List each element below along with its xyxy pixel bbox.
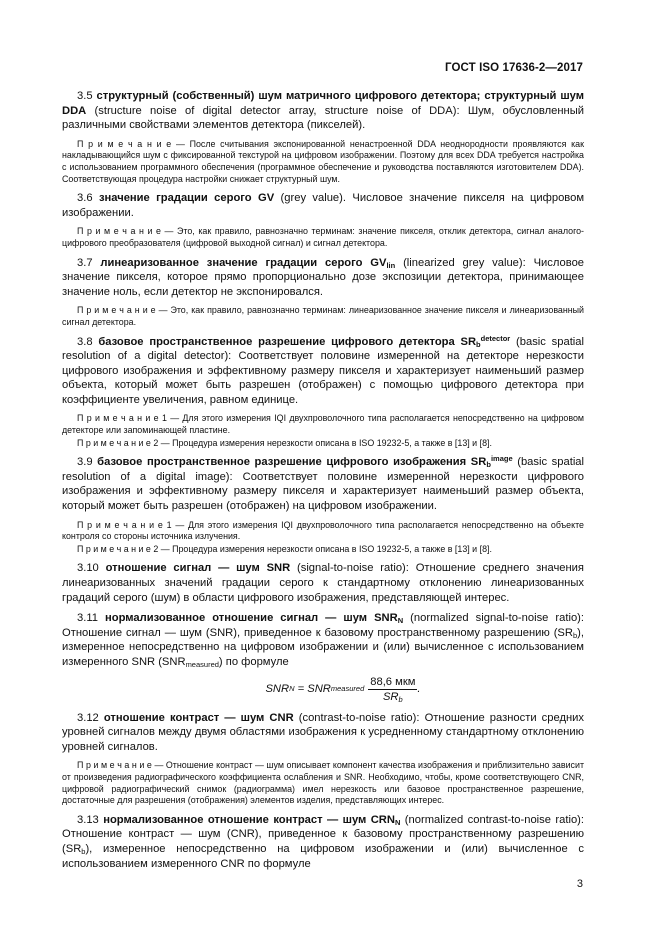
term-subscript: N — [397, 616, 404, 626]
denominator-text: SR — [382, 690, 399, 703]
definition-subscript: b — [572, 630, 578, 640]
note-label: П р и м е ч а н и е 1 — [77, 519, 172, 530]
term-superscript: image — [490, 454, 513, 464]
note-text: — Для этого измерения IQI двухпроволочного типа располагается непосредственно на объекте контроля со стороны источника излучения. — [62, 519, 584, 542]
term-3-11 — [62, 611, 584, 669]
page-content — [62, 89, 584, 877]
term-title: нормализованное отношение сигнал — шум SNR — [104, 612, 398, 625]
note-text: — Процедура измерения нерезкости описана в ISO 19232-5, а также в [13] и [8]. — [160, 543, 492, 554]
term-subscript: b — [476, 339, 481, 349]
term-title: линеаризованное значение градации серого GV — [100, 256, 387, 269]
note-text: — Это, как правило, равнозначно терминам: значение пикселя, отклик детектора, сигнал аналого-цифрового преобразователя (цифровой выходной сигнал) и сигнал детектора. — [62, 226, 585, 248]
term-3-6 — [62, 191, 584, 220]
term-english: (signal-to-noise ratio): — [297, 562, 409, 575]
term-definition: Отношение среднего значения линеаризованных значений градации серого к стандартному отклонению линеаризованных градаций серого (шум) в области цифрового изображения, представляющей интерес. — [62, 562, 584, 604]
term-title: значение градации серого GV — [98, 192, 275, 205]
term-subscript: lin — [386, 260, 396, 270]
term-english: (basic spatial resolution of a digital detector): — [62, 335, 584, 363]
term-english: (normalized contrast-to-noise ratio): — [404, 813, 584, 826]
term-subscript: N — [394, 817, 401, 827]
definition-subscript: measured — [185, 659, 219, 669]
term-definition: Отношение контраст — шум (CNR), приведенное к базовому пространственному разрешению (SR — [62, 828, 584, 855]
fraction-numerator: 88,6 мкм — [370, 675, 416, 688]
term-3-12 — [62, 711, 584, 755]
term-3-7 — [62, 256, 584, 300]
note-label: П р и м е ч а н и е 1 — [77, 413, 167, 424]
term-3-10 — [62, 561, 584, 605]
term-number: 3.11 — [77, 612, 98, 625]
note-3-9-1 — [62, 520, 584, 543]
term-definition-cont: ), измеренное непосредственно на цифровом изображении и (или) вычисленное с использованием измеренного SNR (SNR — [62, 626, 584, 668]
term-number: 3.10 — [77, 562, 99, 575]
note-label: П р и м е ч а н и е — [77, 138, 172, 149]
term-title: структурный (собственный) шум матричного цифрового детектора; структурный шум DDA — [62, 90, 584, 117]
denominator-subscript: b — [398, 694, 403, 704]
term-subscript: b — [486, 460, 491, 470]
note-3-8-2 — [62, 438, 584, 450]
term-3-9 — [62, 455, 584, 513]
note-text: — Для этого измерения IQI двухпроволочного типа располагается непосредственно на цифровом детекторе или запоминающей пластине. — [62, 413, 584, 436]
note-label: П р и м е ч а н и е 2 — [77, 543, 159, 554]
formula-rhs: = SNR — [294, 683, 331, 696]
term-title: базовое пространственное разрешение цифрового детектора SR — [98, 335, 477, 348]
term-english: (contrast-to-noise ratio): — [298, 711, 420, 724]
formula-period: . — [417, 683, 421, 696]
term-definition: Соответствует половине измеренной нерезкости цифрового изображения и эффективному размеру пикселя и характеризует наименьший размер объекта, который может быть разрешен (отображен) на цифровом изображении. — [62, 470, 585, 513]
term-3-5 — [62, 89, 584, 133]
term-title: нормализованное отношение контраст — шум CRN — [103, 813, 395, 826]
term-title: базовое пространственное разрешение цифрового изображения SR — [97, 456, 487, 469]
term-superscript: detector — [480, 333, 511, 343]
fraction-denominator — [383, 690, 403, 703]
definition-subscript: b — [81, 846, 86, 856]
note-label: П р и м е ч а н и е — [77, 305, 156, 316]
term-number: 3.12 — [77, 711, 99, 724]
note-label: П р и м е ч а н и е 2 — [77, 437, 159, 448]
term-title: отношение сигнал — шум SNR — [105, 562, 291, 575]
term-definition-cont: ), измеренное непосредственно на цифровом изображении и (или) вычисленное с использованием измеренного CNR по формуле — [62, 842, 584, 870]
term-definition: Отношение разности средних уровней сигналов между двумя областями изображения к усредненному стандартному отклонению уровней сигналов. — [62, 711, 585, 753]
note-text: — Отношение контраст — шум описывает компонент качества изображения и приблизительно зависит от произведения радиографического коэффициента ослабления и SNR. Необходимо, чтобы, кроме соответствующего CNR, цифровой радиографический снимок (радиограмма) имел нерезкость или базовое пространственное разрешение, достаточные для разрешения (отображения) элементов изделия, представляющих интерес. — [62, 760, 585, 806]
term-definition: Соответствует половине измеренной на детекторе нерезкости цифрового изображения и эффективному размеру пикселя и характеризует наименьший размер объекта, который может быть разрешен (отображен) с помощью цифрового детектора при коэффициенте увеличения, равном единице. — [62, 350, 585, 406]
term-english: (normalized signal-to-noise ratio): — [410, 612, 585, 625]
note-3-5 — [62, 139, 584, 185]
term-number: 3.9 — [77, 456, 93, 469]
term-definition: Отношение сигнал — шум (SNR), приведенное к базовому пространственному разрешению (SR — [62, 626, 573, 639]
formula-snr-n: SNR N = SNR measured $\frac{\text{88,6 мкм}}{SR_b}$ . — [265, 675, 421, 704]
term-definition: Шум, обусловленный различными свойствами элементов детектора (пикселей). — [62, 104, 585, 132]
note-text: — Это, как правило, равнозначно терминам: линеаризованное значение пикселя и линеаризованный сигнал детектора. — [62, 305, 585, 327]
term-definition: Числовое значение пикселя, которое прямо пропорционально дозе экспозиции детектора, принимающее значение ноль, если детектор не экспонировался. — [62, 256, 585, 298]
term-english: (grey value). — [280, 192, 346, 205]
term-english: (structure noise of digital detector array, structure noise of DDA): — [94, 104, 460, 117]
note-label: П р и м е ч а н и е — [77, 226, 161, 237]
term-number: 3.13 — [77, 813, 99, 826]
term-english: (linearized grey value): — [403, 256, 526, 269]
page-number: 3 — [576, 878, 583, 890]
term-definition: Числовое значение пикселя на цифровом изображении. — [62, 192, 585, 219]
note-text: — После считывания экспонированной ненастроенной DDA неоднородности проявляются как накладывающийся шум с фиксированной текстурой на цифровом изображении. Поэтому для всех DDA требуется настройка с использованием программного обеспечения (программное обеспечение и руководства поставляются изготовителем DDA). Соответствующая процедура настройки снижает структурный шум. — [62, 138, 585, 184]
term-3-13 — [62, 813, 584, 871]
term-definition-end: ) по формуле — [218, 655, 289, 668]
note-text: — Процедура измерения нерезкости описана в ISO 19232-5, а также в [13] и [8]. — [160, 437, 492, 448]
note-3-7 — [62, 305, 584, 328]
note-3-12 — [62, 760, 584, 806]
term-english: (basic spatial resolution of a digital image): — [62, 456, 585, 483]
term-number: 3.7 — [77, 256, 93, 269]
standard-header: ГОСТ ISO 17636-2—2017 — [445, 62, 583, 74]
formula-lhs: SNR — [265, 683, 290, 696]
formula-fraction — [368, 676, 417, 703]
note-3-8-1 — [62, 413, 584, 436]
note-3-6 — [62, 226, 584, 249]
note-3-9-2 — [62, 544, 584, 556]
note-label: П р и м е ч а н и е — [77, 760, 152, 771]
term-title: отношение контраст — шум CNR — [103, 711, 294, 724]
term-3-8 — [62, 335, 584, 408]
term-number: 3.6 — [77, 192, 93, 205]
term-number: 3.8 — [77, 335, 93, 348]
term-number: 3.5 — [77, 90, 93, 102]
